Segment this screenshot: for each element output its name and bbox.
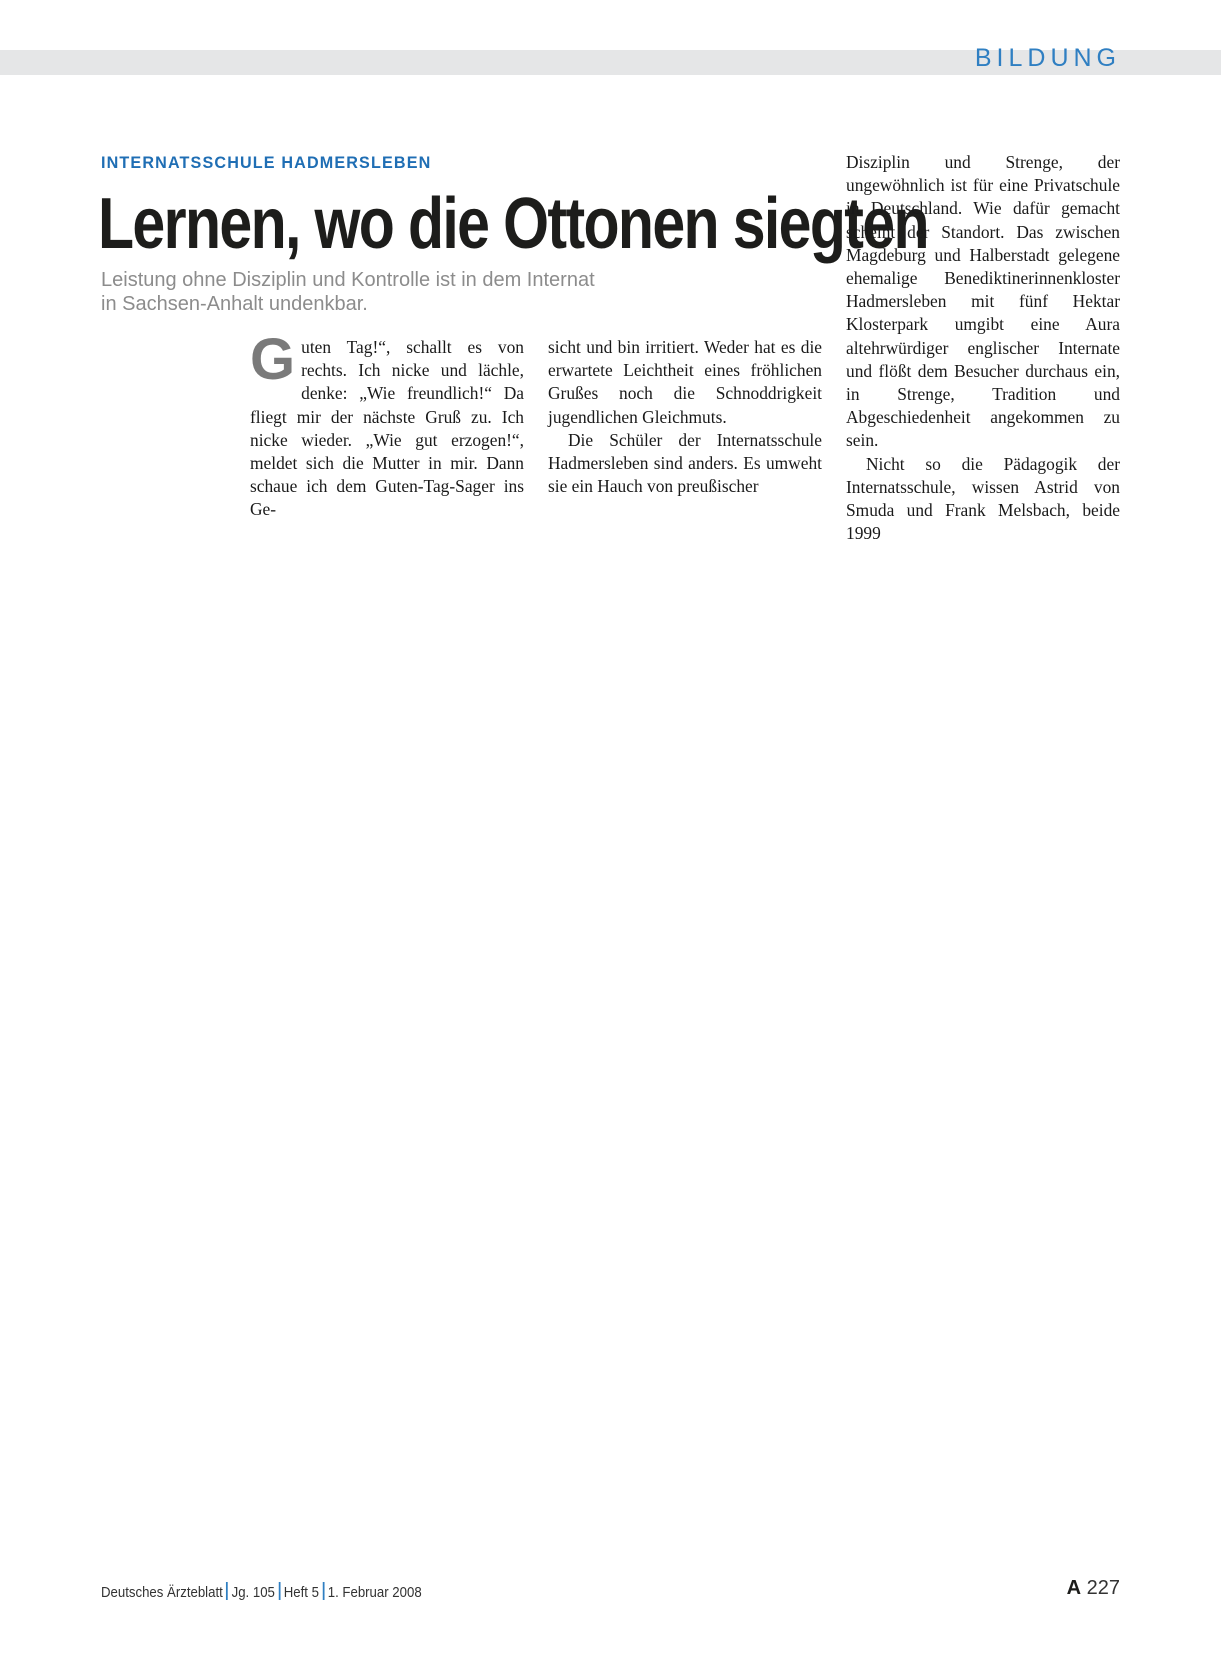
text-column-2 bbox=[548, 336, 822, 498]
footer-divider bbox=[322, 1582, 324, 1600]
paragraph bbox=[250, 327, 524, 522]
footer-publication: Deutsches Ärzteblatt bbox=[101, 1584, 223, 1601]
paragraph: Die Schüler der Internatsschule Hadmersleben sind anders. Es umweht sie ein Hauch von preußischer bbox=[548, 429, 822, 497]
text-column-1 bbox=[250, 327, 524, 522]
footer-issue: Heft 5 bbox=[283, 1584, 319, 1601]
footer-divider bbox=[278, 1582, 280, 1600]
section-label: BILDUNG bbox=[974, 44, 1121, 72]
footer-citation bbox=[101, 1582, 422, 1601]
page-number bbox=[1067, 1577, 1120, 1600]
paragraph-text: uten Tag!“, schallt es von rechts. Ich nicke und lächle, denke: „Wie freundlich!“ Da fliegt mir der nächste Gruß zu. Ich nicke wieder. „Wie gut erzogen!“, meldet sich die Mutter in mir. Dann schaue ich dem Guten-Tag-Sager ins Ge- bbox=[250, 337, 524, 520]
article-headline: Lernen, wo die Ottonen siegten bbox=[98, 184, 928, 264]
page-prefix: A bbox=[1066, 1577, 1082, 1599]
subtitle-line-2: in Sachsen-Anhalt undenkbar. bbox=[101, 293, 368, 315]
page-number-value: 227 bbox=[1086, 1577, 1120, 1599]
footer-date: 1. Februar 2008 bbox=[327, 1584, 422, 1601]
text-column-3 bbox=[846, 151, 1120, 545]
paragraph: Nicht so die Pädagogik der Internatsschule, wissen Astrid von Smuda und Frank Melsbach, beide 1999 bbox=[846, 453, 1120, 544]
footer-volume: Jg. 105 bbox=[231, 1584, 275, 1601]
subtitle-line-1: Leistung ohne Disziplin und Kontrolle ist in dem Internat bbox=[101, 269, 595, 291]
article-subtitle bbox=[101, 268, 741, 316]
paragraph: sicht und bin irritiert. Weder hat es die erwartete Leichtheit eines fröhlichen Grußes noch die Schnoddrigkeit jugendlichen Gleichmuts. bbox=[548, 337, 822, 427]
drop-cap: G bbox=[250, 327, 296, 392]
article-kicker: INTERNATSSCHULE HADMERSLEBEN bbox=[101, 153, 432, 172]
paragraph: Disziplin und Strenge, der ungewöhnlich ist für eine Privatschule in Deutschland. Wie dafür gemacht scheint der Standort. Das zwischen Magdeburg und Halberstadt gelegene ehemalige Benediktinerinnenkloster Hadmersleben mit fünf Hektar Klosterpark umgibt eine Aura altehrwürdiger englischer Internate und flößt dem Besucher durchaus ein, in Strenge, Tradition und Abgeschiedenheit angekommen zu sein. bbox=[846, 152, 1120, 451]
footer-divider bbox=[226, 1582, 228, 1600]
